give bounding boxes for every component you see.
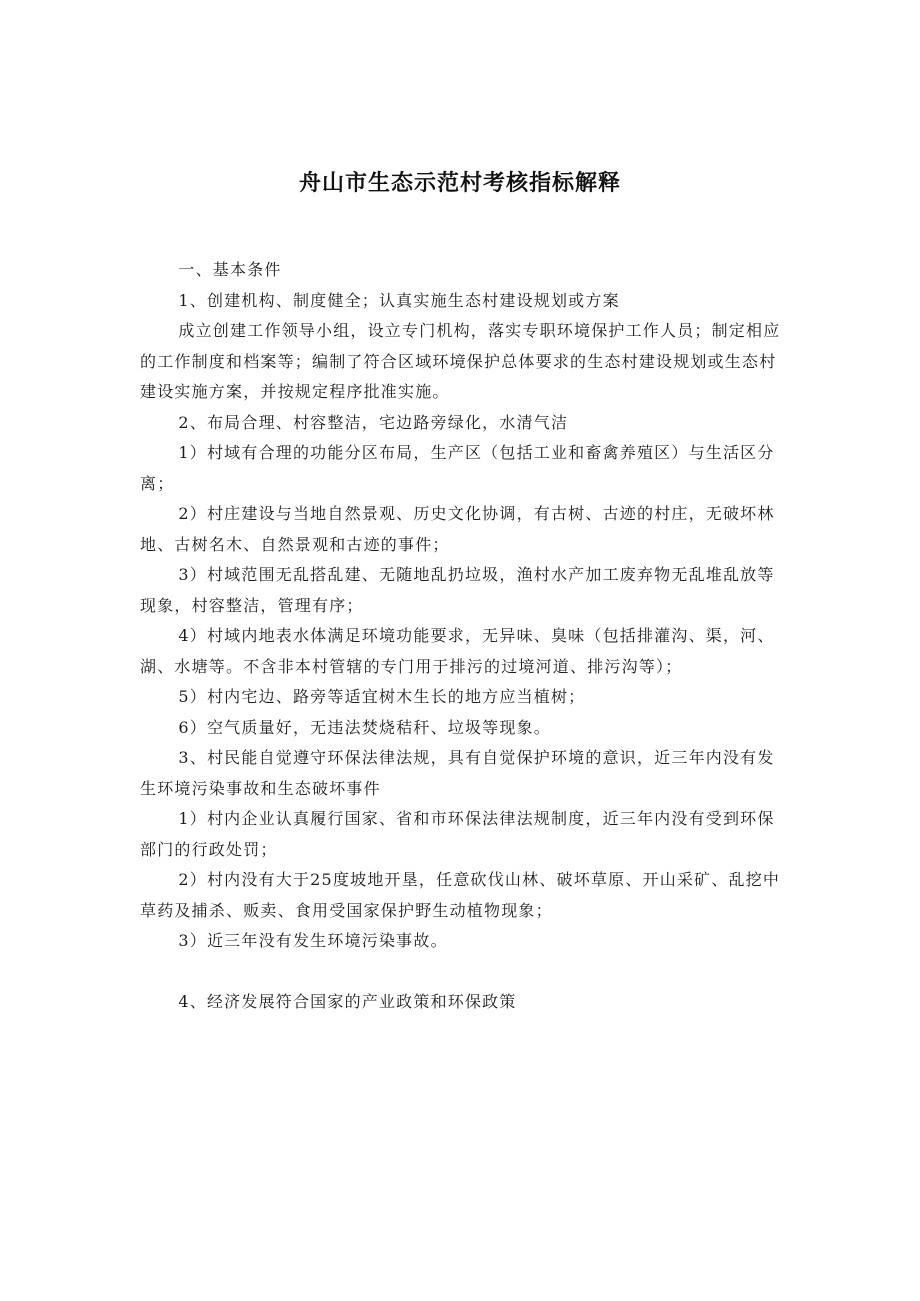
sub-item: 4）村域内地表水体满足环境功能要求，无异味、臭味（包括排灌沟、渠，河、湖、水塘等。不含非本村管辖的专门用于排污的过境河道、排污沟等）； <box>140 626 775 676</box>
sub-item: 2）村内没有大于25度坡地开垦，任意砍伐山林、破坏草原、开山采矿、乱挖中草药及捕杀、贩卖、食用受国家保护野生动植物现象； <box>140 870 781 920</box>
sub-item: 1）村内企业认真履行国家、省和市环保法律法规制度，近三年内没有受到环保部门的行政处罚； <box>140 809 775 859</box>
item-heading-2: 2、布局合理、村容整洁，宅边路旁绿化，水清气洁 <box>178 412 569 432</box>
sub-item: 2）村庄建设与当地自然景观、历史文化协调，有古树、古迹的村庄，无破坏林地、古树名木、自然景观和古迹的事件； <box>140 504 775 554</box>
item-heading-1: 1、创建机构、制度健全；认真实施生态村建设规划或方案 <box>178 290 620 310</box>
document-body <box>140 255 790 1017</box>
paragraph: 成立创建工作领导小组，设立专门机构，落实专职环境保护工作人员；制定相应的工作制度和档案等；编制了符合区域环境保护总体要求的生态村建设规划或生态村建设实施方案，并按规定程序批准实施。 <box>140 321 781 401</box>
sub-item: 1）村域有合理的功能分区布局，生产区（包括工业和畜禽养殖区）与生活区分离； <box>140 443 775 493</box>
document-title: 舟山市生态示范村考核指标解释 <box>298 171 621 196</box>
section-heading-basic-conditions: 一、基本条件 <box>178 260 282 279</box>
item-heading-3: 3、村民能自觉遵守环保法律法规，具有自觉保护环境的意识，近三年内没有发生环境污染事故和生态破坏事件 <box>140 748 775 798</box>
sub-item: 6）空气质量好，无违法焚烧秸秆、垃圾等现象。 <box>178 717 551 737</box>
sub-item: 3）村域范围无乱搭乱建、无随地乱扔垃圾，渔村水产加工废弃物无乱堆乱放等现象，村容整洁，管理有序； <box>140 565 775 615</box>
item-heading-4: 4、经济发展符合国家的产业政策和环保政策 <box>178 991 517 1011</box>
sub-item: 5）村内宅边、路旁等适宜树木生长的地方应当植树； <box>178 687 586 706</box>
sub-item: 3）近三年没有发生环境污染事故。 <box>178 931 448 950</box>
